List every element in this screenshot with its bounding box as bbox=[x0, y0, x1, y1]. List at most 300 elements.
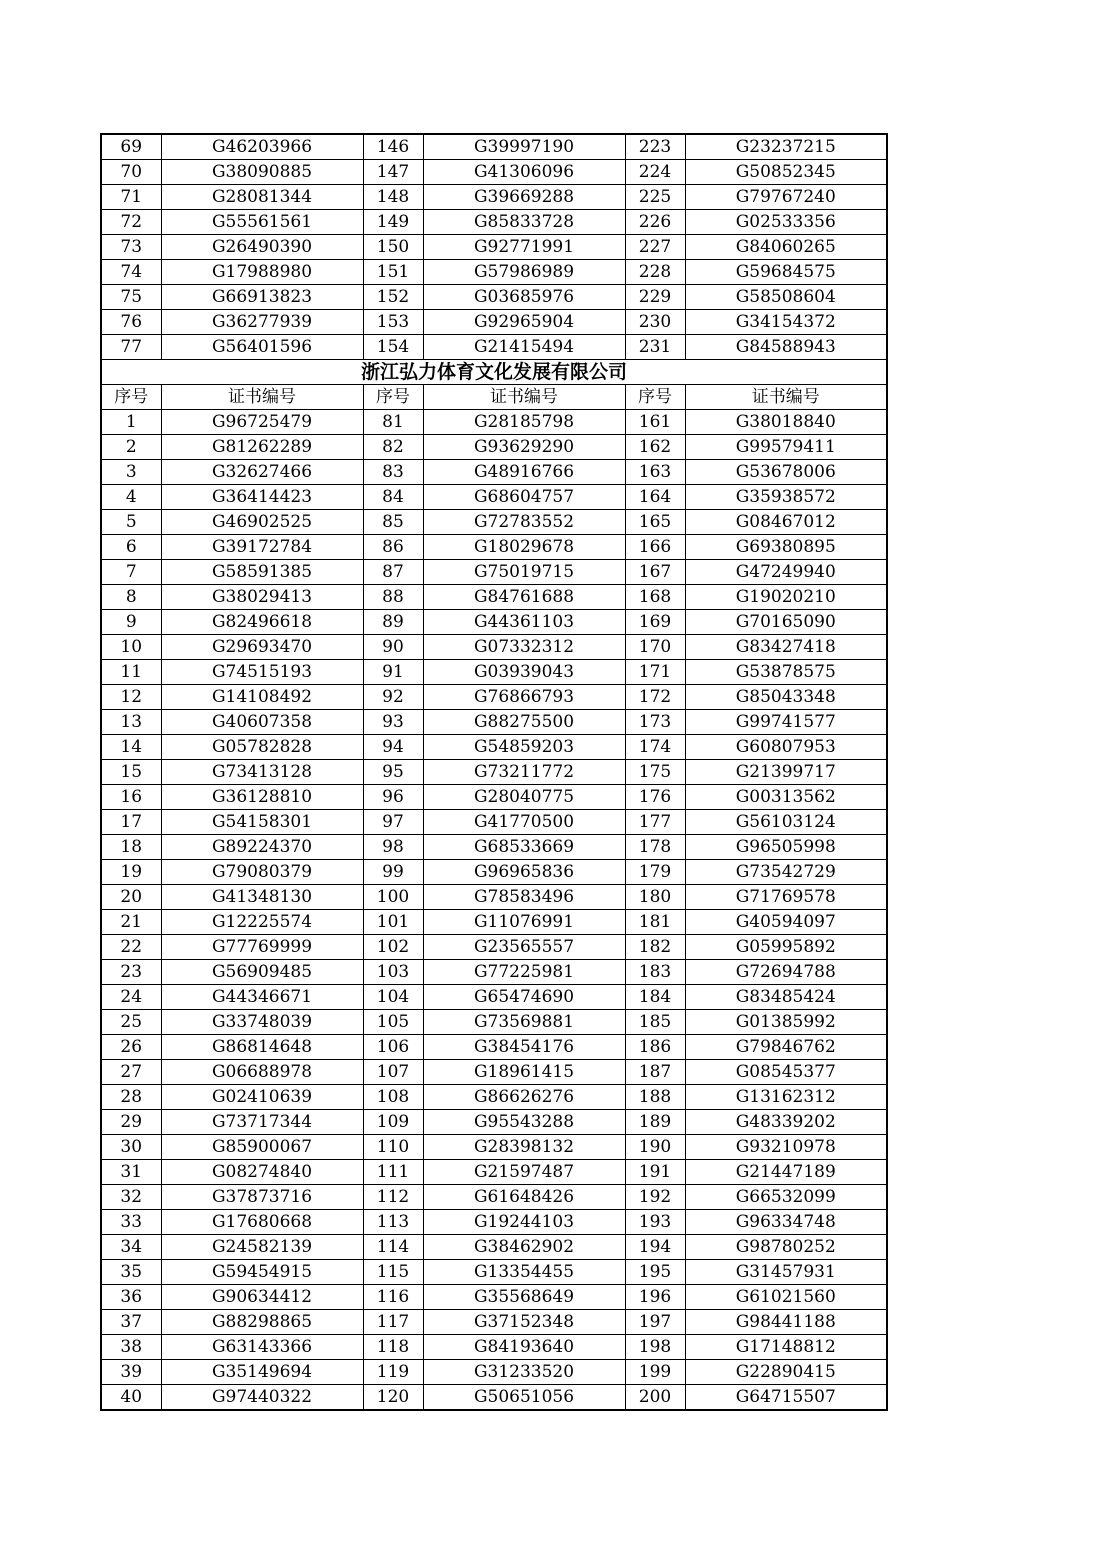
serial-no-header: 序号 bbox=[101, 385, 161, 410]
certificate-no-cell: G66532099 bbox=[685, 1185, 887, 1210]
serial-no-cell: 7 bbox=[101, 560, 161, 585]
serial-no-cell: 106 bbox=[363, 1035, 423, 1060]
certificate-no-cell: G60807953 bbox=[685, 735, 887, 760]
serial-no-cell: 31 bbox=[101, 1160, 161, 1185]
serial-no-cell: 151 bbox=[363, 260, 423, 285]
serial-no-cell: 89 bbox=[363, 610, 423, 635]
certificate-no-cell: G44346671 bbox=[161, 985, 363, 1010]
certificate-no-cell: G05995892 bbox=[685, 935, 887, 960]
table-row bbox=[101, 1235, 887, 1260]
certificate-no-cell: G38454176 bbox=[423, 1035, 625, 1060]
certificate-no-cell: G37152348 bbox=[423, 1310, 625, 1335]
certificate-no-cell: G73717344 bbox=[161, 1110, 363, 1135]
certificate-no-cell: G01385992 bbox=[685, 1010, 887, 1035]
table-row bbox=[101, 485, 887, 510]
serial-no-cell: 167 bbox=[625, 560, 685, 585]
certificate-no-cell: G18961415 bbox=[423, 1060, 625, 1085]
serial-no-cell: 107 bbox=[363, 1060, 423, 1085]
certificate-no-cell: G35938572 bbox=[685, 485, 887, 510]
serial-no-cell: 10 bbox=[101, 635, 161, 660]
serial-no-cell: 119 bbox=[363, 1360, 423, 1385]
serial-no-cell: 16 bbox=[101, 785, 161, 810]
table-row bbox=[101, 860, 887, 885]
certificate-no-cell: G17988980 bbox=[161, 260, 363, 285]
certificate-no-cell: G11076991 bbox=[423, 910, 625, 935]
certificate-no-cell: G50852345 bbox=[685, 160, 887, 185]
certificate-no-cell: G96965836 bbox=[423, 860, 625, 885]
certificate-no-cell: G69380895 bbox=[685, 535, 887, 560]
certificate-no-cell: G28081344 bbox=[161, 185, 363, 210]
certificate-no-cell: G59454915 bbox=[161, 1260, 363, 1285]
serial-no-cell: 23 bbox=[101, 960, 161, 985]
serial-no-cell: 196 bbox=[625, 1285, 685, 1310]
serial-no-cell: 161 bbox=[625, 410, 685, 435]
table-row bbox=[101, 285, 887, 310]
certificate-no-cell: G36414423 bbox=[161, 485, 363, 510]
table-row bbox=[101, 910, 887, 935]
certificate-no-cell: G21597487 bbox=[423, 1160, 625, 1185]
certificate-no-cell: G72783552 bbox=[423, 510, 625, 535]
certificate-table bbox=[100, 133, 888, 1411]
serial-no-cell: 182 bbox=[625, 935, 685, 960]
serial-no-cell: 69 bbox=[101, 134, 161, 160]
certificate-no-cell: G03685976 bbox=[423, 285, 625, 310]
serial-no-cell: 2 bbox=[101, 435, 161, 460]
serial-no-cell: 153 bbox=[363, 310, 423, 335]
certificate-no-cell: G06688978 bbox=[161, 1060, 363, 1085]
certificate-no-cell: G21415494 bbox=[423, 335, 625, 360]
serial-no-cell: 108 bbox=[363, 1085, 423, 1110]
serial-no-cell: 14 bbox=[101, 735, 161, 760]
certificate-no-cell: G98441188 bbox=[685, 1310, 887, 1335]
serial-no-cell: 223 bbox=[625, 134, 685, 160]
table-row bbox=[101, 560, 887, 585]
table-row bbox=[101, 134, 887, 160]
certificate-no-cell: G99741577 bbox=[685, 710, 887, 735]
serial-no-cell: 192 bbox=[625, 1185, 685, 1210]
table-row bbox=[101, 685, 887, 710]
certificate-no-cell: G05782828 bbox=[161, 735, 363, 760]
certificate-no-cell: G96505998 bbox=[685, 835, 887, 860]
certificate-no-cell: G79767240 bbox=[685, 185, 887, 210]
certificate-no-cell: G48916766 bbox=[423, 460, 625, 485]
serial-no-cell: 11 bbox=[101, 660, 161, 685]
serial-no-cell: 75 bbox=[101, 285, 161, 310]
certificate-no-cell: G08545377 bbox=[685, 1060, 887, 1085]
certificate-no-cell: G88275500 bbox=[423, 710, 625, 735]
serial-no-cell: 175 bbox=[625, 760, 685, 785]
serial-no-cell: 36 bbox=[101, 1285, 161, 1310]
certificate-no-cell: G83427418 bbox=[685, 635, 887, 660]
serial-no-cell: 39 bbox=[101, 1360, 161, 1385]
certificate-no-cell: G39997190 bbox=[423, 134, 625, 160]
serial-no-cell: 181 bbox=[625, 910, 685, 935]
serial-no-cell: 94 bbox=[363, 735, 423, 760]
serial-no-cell: 37 bbox=[101, 1310, 161, 1335]
certificate-no-cell: G54158301 bbox=[161, 810, 363, 835]
certificate-no-cell: G84588943 bbox=[685, 335, 887, 360]
serial-no-cell: 115 bbox=[363, 1260, 423, 1285]
serial-no-cell: 118 bbox=[363, 1335, 423, 1360]
table-row bbox=[101, 660, 887, 685]
serial-no-cell: 91 bbox=[363, 660, 423, 685]
certificate-no-cell: G84761688 bbox=[423, 585, 625, 610]
certificate-no-cell: G75019715 bbox=[423, 560, 625, 585]
serial-no-cell: 90 bbox=[363, 635, 423, 660]
serial-no-header: 序号 bbox=[363, 385, 423, 410]
serial-no-cell: 111 bbox=[363, 1160, 423, 1185]
table-row bbox=[101, 1035, 887, 1060]
certificate-no-cell: G41770500 bbox=[423, 810, 625, 835]
serial-no-cell: 166 bbox=[625, 535, 685, 560]
table-row bbox=[101, 610, 887, 635]
company-title-row bbox=[101, 360, 887, 385]
serial-no-cell: 117 bbox=[363, 1310, 423, 1335]
table-row bbox=[101, 1185, 887, 1210]
company-title: 浙江弘力体育文化发展有限公司 bbox=[101, 360, 887, 385]
serial-no-cell: 26 bbox=[101, 1035, 161, 1060]
serial-no-cell: 109 bbox=[363, 1110, 423, 1135]
certificate-no-header: 证书编号 bbox=[161, 385, 363, 410]
serial-no-cell: 165 bbox=[625, 510, 685, 535]
certificate-no-cell: G07332312 bbox=[423, 635, 625, 660]
certificate-no-cell: G96725479 bbox=[161, 410, 363, 435]
certificate-no-cell: G18029678 bbox=[423, 535, 625, 560]
serial-no-cell: 187 bbox=[625, 1060, 685, 1085]
certificate-no-cell: G17680668 bbox=[161, 1210, 363, 1235]
serial-no-cell: 85 bbox=[363, 510, 423, 535]
certificate-no-cell: G23237215 bbox=[685, 134, 887, 160]
certificate-no-cell: G93629290 bbox=[423, 435, 625, 460]
serial-no-cell: 114 bbox=[363, 1235, 423, 1260]
certificate-no-cell: G41306096 bbox=[423, 160, 625, 185]
serial-no-cell: 185 bbox=[625, 1010, 685, 1035]
serial-no-cell: 191 bbox=[625, 1160, 685, 1185]
certificate-no-cell: G02410639 bbox=[161, 1085, 363, 1110]
serial-no-cell: 74 bbox=[101, 260, 161, 285]
table-row bbox=[101, 1160, 887, 1185]
serial-no-cell: 150 bbox=[363, 235, 423, 260]
certificate-no-cell: G28398132 bbox=[423, 1135, 625, 1160]
serial-no-cell: 104 bbox=[363, 985, 423, 1010]
serial-no-cell: 198 bbox=[625, 1335, 685, 1360]
serial-no-cell: 199 bbox=[625, 1360, 685, 1385]
certificate-no-cell: G64715507 bbox=[685, 1385, 887, 1411]
serial-no-cell: 184 bbox=[625, 985, 685, 1010]
certificate-no-cell: G92965904 bbox=[423, 310, 625, 335]
serial-no-cell: 228 bbox=[625, 260, 685, 285]
certificate-no-cell: G29693470 bbox=[161, 635, 363, 660]
serial-no-cell: 176 bbox=[625, 785, 685, 810]
serial-no-cell: 173 bbox=[625, 710, 685, 735]
table-row bbox=[101, 1085, 887, 1110]
table-row bbox=[101, 460, 887, 485]
serial-no-cell: 193 bbox=[625, 1210, 685, 1235]
certificate-no-cell: G13162312 bbox=[685, 1085, 887, 1110]
certificate-no-cell: G65474690 bbox=[423, 985, 625, 1010]
serial-no-cell: 112 bbox=[363, 1185, 423, 1210]
table-row bbox=[101, 1385, 887, 1411]
serial-no-cell: 33 bbox=[101, 1210, 161, 1235]
certificate-no-cell: G73413128 bbox=[161, 760, 363, 785]
serial-no-cell: 8 bbox=[101, 585, 161, 610]
certificate-no-cell: G31457931 bbox=[685, 1260, 887, 1285]
certificate-no-header: 证书编号 bbox=[423, 385, 625, 410]
table-row bbox=[101, 210, 887, 235]
certificate-no-cell: G56401596 bbox=[161, 335, 363, 360]
serial-no-cell: 197 bbox=[625, 1310, 685, 1335]
certificate-no-cell: G14108492 bbox=[161, 685, 363, 710]
certificate-no-cell: G85900067 bbox=[161, 1135, 363, 1160]
serial-no-cell: 21 bbox=[101, 910, 161, 935]
certificate-no-cell: G85833728 bbox=[423, 210, 625, 235]
previous-company-rows bbox=[101, 134, 887, 360]
table-row bbox=[101, 885, 887, 910]
certificate-no-cell: G73569881 bbox=[423, 1010, 625, 1035]
serial-no-cell: 86 bbox=[363, 535, 423, 560]
serial-no-cell: 152 bbox=[363, 285, 423, 310]
serial-no-cell: 163 bbox=[625, 460, 685, 485]
certificate-no-cell: G93210978 bbox=[685, 1135, 887, 1160]
certificate-no-cell: G82496618 bbox=[161, 610, 363, 635]
certificate-no-cell: G22890415 bbox=[685, 1360, 887, 1385]
serial-no-cell: 231 bbox=[625, 335, 685, 360]
certificate-no-cell: G39172784 bbox=[161, 535, 363, 560]
serial-no-cell: 96 bbox=[363, 785, 423, 810]
table-row bbox=[101, 710, 887, 735]
table-row bbox=[101, 260, 887, 285]
certificate-no-cell: G84060265 bbox=[685, 235, 887, 260]
serial-no-cell: 188 bbox=[625, 1085, 685, 1110]
certificate-no-cell: G08274840 bbox=[161, 1160, 363, 1185]
certificate-no-cell: G35149694 bbox=[161, 1360, 363, 1385]
serial-no-cell: 30 bbox=[101, 1135, 161, 1160]
certificate-no-cell: G17148812 bbox=[685, 1335, 887, 1360]
certificate-no-cell: G56103124 bbox=[685, 810, 887, 835]
certificate-no-cell: G02533356 bbox=[685, 210, 887, 235]
serial-no-cell: 24 bbox=[101, 985, 161, 1010]
certificate-no-cell: G55561561 bbox=[161, 210, 363, 235]
table-row bbox=[101, 335, 887, 360]
certificate-no-cell: G72694788 bbox=[685, 960, 887, 985]
serial-no-cell: 5 bbox=[101, 510, 161, 535]
serial-no-cell: 72 bbox=[101, 210, 161, 235]
serial-no-cell: 190 bbox=[625, 1135, 685, 1160]
table-row bbox=[101, 185, 887, 210]
certificate-no-cell: G73542729 bbox=[685, 860, 887, 885]
certificate-no-cell: G95543288 bbox=[423, 1110, 625, 1135]
certificate-no-cell: G71769578 bbox=[685, 885, 887, 910]
certificate-no-cell: G84193640 bbox=[423, 1335, 625, 1360]
serial-no-cell: 6 bbox=[101, 535, 161, 560]
serial-no-cell: 9 bbox=[101, 610, 161, 635]
certificate-no-cell: G58591385 bbox=[161, 560, 363, 585]
serial-no-cell: 15 bbox=[101, 760, 161, 785]
certificate-no-cell: G96334748 bbox=[685, 1210, 887, 1235]
certificate-no-cell: G92771991 bbox=[423, 235, 625, 260]
certificate-no-cell: G38018840 bbox=[685, 410, 887, 435]
certificate-no-cell: G36277939 bbox=[161, 310, 363, 335]
serial-no-cell: 105 bbox=[363, 1010, 423, 1035]
serial-no-cell: 103 bbox=[363, 960, 423, 985]
serial-no-cell: 27 bbox=[101, 1060, 161, 1085]
certificate-no-cell: G47249940 bbox=[685, 560, 887, 585]
serial-no-cell: 35 bbox=[101, 1260, 161, 1285]
serial-no-cell: 226 bbox=[625, 210, 685, 235]
serial-no-cell: 1 bbox=[101, 410, 161, 435]
serial-no-cell: 171 bbox=[625, 660, 685, 685]
serial-no-cell: 174 bbox=[625, 735, 685, 760]
serial-no-cell: 25 bbox=[101, 1010, 161, 1035]
table-row bbox=[101, 935, 887, 960]
serial-no-cell: 38 bbox=[101, 1335, 161, 1360]
certificate-no-cell: G08467012 bbox=[685, 510, 887, 535]
table-row bbox=[101, 810, 887, 835]
serial-no-cell: 148 bbox=[363, 185, 423, 210]
table-row bbox=[101, 1135, 887, 1160]
certificate-no-cell: G21447189 bbox=[685, 1160, 887, 1185]
serial-no-cell: 71 bbox=[101, 185, 161, 210]
column-header-row bbox=[101, 385, 887, 410]
table-row bbox=[101, 985, 887, 1010]
serial-no-cell: 224 bbox=[625, 160, 685, 185]
certificate-no-cell: G76866793 bbox=[423, 685, 625, 710]
serial-no-cell: 17 bbox=[101, 810, 161, 835]
serial-no-cell: 100 bbox=[363, 885, 423, 910]
certificate-no-cell: G03939043 bbox=[423, 660, 625, 685]
serial-no-cell: 18 bbox=[101, 835, 161, 860]
certificate-no-cell: G89224370 bbox=[161, 835, 363, 860]
serial-no-cell: 20 bbox=[101, 885, 161, 910]
table-row bbox=[101, 510, 887, 535]
serial-no-cell: 98 bbox=[363, 835, 423, 860]
company-section bbox=[101, 360, 887, 410]
certificate-no-cell: G59684575 bbox=[685, 260, 887, 285]
certificate-no-cell: G13354455 bbox=[423, 1260, 625, 1285]
certificate-no-cell: G23565557 bbox=[423, 935, 625, 960]
certificate-no-cell: G99579411 bbox=[685, 435, 887, 460]
certificate-no-cell: G39669288 bbox=[423, 185, 625, 210]
serial-no-cell: 102 bbox=[363, 935, 423, 960]
certificate-no-cell: G54859203 bbox=[423, 735, 625, 760]
certificate-no-cell: G73211772 bbox=[423, 760, 625, 785]
table-row bbox=[101, 410, 887, 435]
certificate-no-cell: G78583496 bbox=[423, 885, 625, 910]
serial-no-header: 序号 bbox=[625, 385, 685, 410]
serial-no-cell: 147 bbox=[363, 160, 423, 185]
serial-no-cell: 180 bbox=[625, 885, 685, 910]
serial-no-cell: 70 bbox=[101, 160, 161, 185]
serial-no-cell: 169 bbox=[625, 610, 685, 635]
serial-no-cell: 230 bbox=[625, 310, 685, 335]
serial-no-cell: 32 bbox=[101, 1185, 161, 1210]
serial-no-cell: 3 bbox=[101, 460, 161, 485]
table-row bbox=[101, 1360, 887, 1385]
serial-no-cell: 149 bbox=[363, 210, 423, 235]
certificate-no-cell: G74515193 bbox=[161, 660, 363, 685]
certificate-no-cell: G81262289 bbox=[161, 435, 363, 460]
certificate-no-cell: G86626276 bbox=[423, 1085, 625, 1110]
serial-no-cell: 116 bbox=[363, 1285, 423, 1310]
serial-no-cell: 177 bbox=[625, 810, 685, 835]
table-row bbox=[101, 585, 887, 610]
serial-no-cell: 82 bbox=[363, 435, 423, 460]
serial-no-cell: 73 bbox=[101, 235, 161, 260]
table-row bbox=[101, 635, 887, 660]
certificate-no-cell: G53878575 bbox=[685, 660, 887, 685]
certificate-no-cell: G79846762 bbox=[685, 1035, 887, 1060]
serial-no-cell: 13 bbox=[101, 710, 161, 735]
table-row bbox=[101, 785, 887, 810]
table-row bbox=[101, 960, 887, 985]
table-row bbox=[101, 535, 887, 560]
serial-no-cell: 229 bbox=[625, 285, 685, 310]
certificate-no-cell: G46902525 bbox=[161, 510, 363, 535]
certificate-no-cell: G21399717 bbox=[685, 760, 887, 785]
certificate-no-cell: G53678006 bbox=[685, 460, 887, 485]
serial-no-cell: 4 bbox=[101, 485, 161, 510]
certificate-no-cell: G68533669 bbox=[423, 835, 625, 860]
certificate-no-cell: G00313562 bbox=[685, 785, 887, 810]
table-row bbox=[101, 1285, 887, 1310]
table-row bbox=[101, 835, 887, 860]
certificate-no-cell: G41348130 bbox=[161, 885, 363, 910]
serial-no-cell: 92 bbox=[363, 685, 423, 710]
serial-no-cell: 172 bbox=[625, 685, 685, 710]
certificate-no-cell: G26490390 bbox=[161, 235, 363, 260]
serial-no-cell: 88 bbox=[363, 585, 423, 610]
table-row bbox=[101, 1335, 887, 1360]
certificate-no-cell: G48339202 bbox=[685, 1110, 887, 1135]
serial-no-cell: 168 bbox=[625, 585, 685, 610]
certificate-no-cell: G97440322 bbox=[161, 1385, 363, 1411]
certificate-no-cell: G79080379 bbox=[161, 860, 363, 885]
serial-no-cell: 83 bbox=[363, 460, 423, 485]
certificate-no-cell: G34154372 bbox=[685, 310, 887, 335]
serial-no-cell: 189 bbox=[625, 1110, 685, 1135]
company-rows bbox=[101, 410, 887, 1411]
certificate-no-cell: G19020210 bbox=[685, 585, 887, 610]
certificate-no-cell: G24582139 bbox=[161, 1235, 363, 1260]
certificate-no-cell: G86814648 bbox=[161, 1035, 363, 1060]
serial-no-cell: 84 bbox=[363, 485, 423, 510]
certificate-no-cell: G19244103 bbox=[423, 1210, 625, 1235]
serial-no-cell: 110 bbox=[363, 1135, 423, 1160]
certificate-no-cell: G90634412 bbox=[161, 1285, 363, 1310]
serial-no-cell: 76 bbox=[101, 310, 161, 335]
certificate-no-cell: G58508604 bbox=[685, 285, 887, 310]
certificate-no-cell: G61648426 bbox=[423, 1185, 625, 1210]
serial-no-cell: 179 bbox=[625, 860, 685, 885]
certificate-no-cell: G33748039 bbox=[161, 1010, 363, 1035]
table-row bbox=[101, 160, 887, 185]
table-row bbox=[101, 760, 887, 785]
serial-no-cell: 195 bbox=[625, 1260, 685, 1285]
certificate-no-cell: G88298865 bbox=[161, 1310, 363, 1335]
serial-no-cell: 227 bbox=[625, 235, 685, 260]
certificate-no-cell: G36128810 bbox=[161, 785, 363, 810]
serial-no-cell: 186 bbox=[625, 1035, 685, 1060]
serial-no-cell: 183 bbox=[625, 960, 685, 985]
certificate-no-cell: G12225574 bbox=[161, 910, 363, 935]
certificate-no-cell: G44361103 bbox=[423, 610, 625, 635]
serial-no-cell: 81 bbox=[363, 410, 423, 435]
serial-no-cell: 87 bbox=[363, 560, 423, 585]
table-row bbox=[101, 735, 887, 760]
certificate-no-cell: G68604757 bbox=[423, 485, 625, 510]
certificate-no-cell: G35568649 bbox=[423, 1285, 625, 1310]
serial-no-cell: 40 bbox=[101, 1385, 161, 1411]
